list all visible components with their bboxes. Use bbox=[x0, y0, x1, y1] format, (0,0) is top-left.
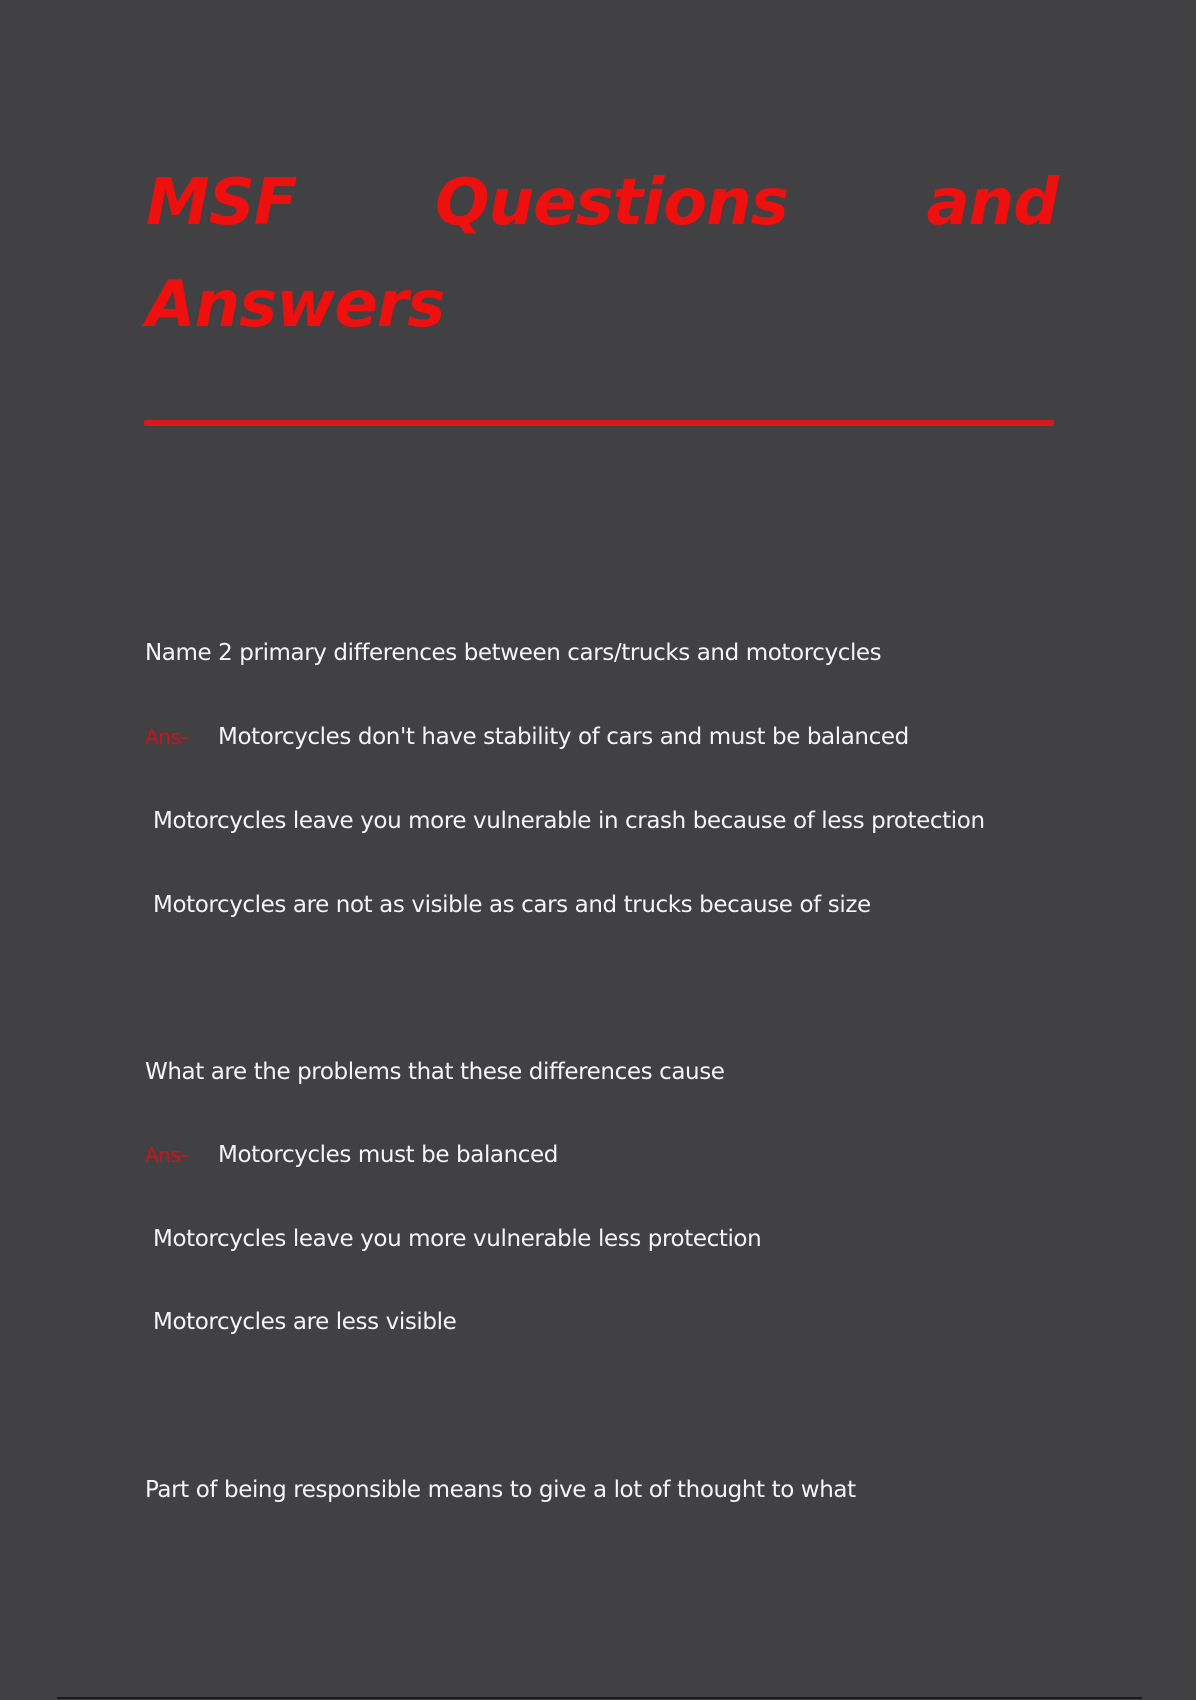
question-text: What are the problems that these differences cause bbox=[145, 1059, 725, 1085]
page-title bbox=[146, 152, 1058, 356]
title-word: and bbox=[926, 166, 1058, 240]
title-line-2: Answers bbox=[146, 268, 445, 342]
title-underline-rule bbox=[144, 420, 1054, 426]
answer-tag: Ans- bbox=[145, 1143, 188, 1167]
answer-text: Motorcycles don't have stability of cars and must be balanced bbox=[218, 724, 909, 750]
answer-text: Motorcycles are less visible bbox=[153, 1309, 457, 1335]
title-word: Questions bbox=[435, 166, 788, 240]
answer-text: Motorcycles leave you more vulnerable less protection bbox=[153, 1226, 762, 1252]
answer-line bbox=[145, 1140, 1145, 1170]
title-line-1 bbox=[146, 152, 1058, 254]
answer-tag: Ans- bbox=[145, 725, 188, 749]
title-word: MSF bbox=[146, 166, 297, 240]
answer-text: Motorcycles are not as visible as cars and trucks because of size bbox=[153, 892, 871, 918]
question-text: Name 2 primary differences between cars/trucks and motorcycles bbox=[145, 640, 882, 666]
answer-text: Motorcycles leave you more vulnerable in crash because of less protection bbox=[153, 808, 985, 834]
answer-line bbox=[145, 722, 1145, 752]
answer-text: Motorcycles must be balanced bbox=[218, 1142, 558, 1168]
page-bottom-rule bbox=[57, 1697, 1142, 1699]
question-text: Part of being responsible means to give a lot of thought to what bbox=[145, 1477, 856, 1503]
